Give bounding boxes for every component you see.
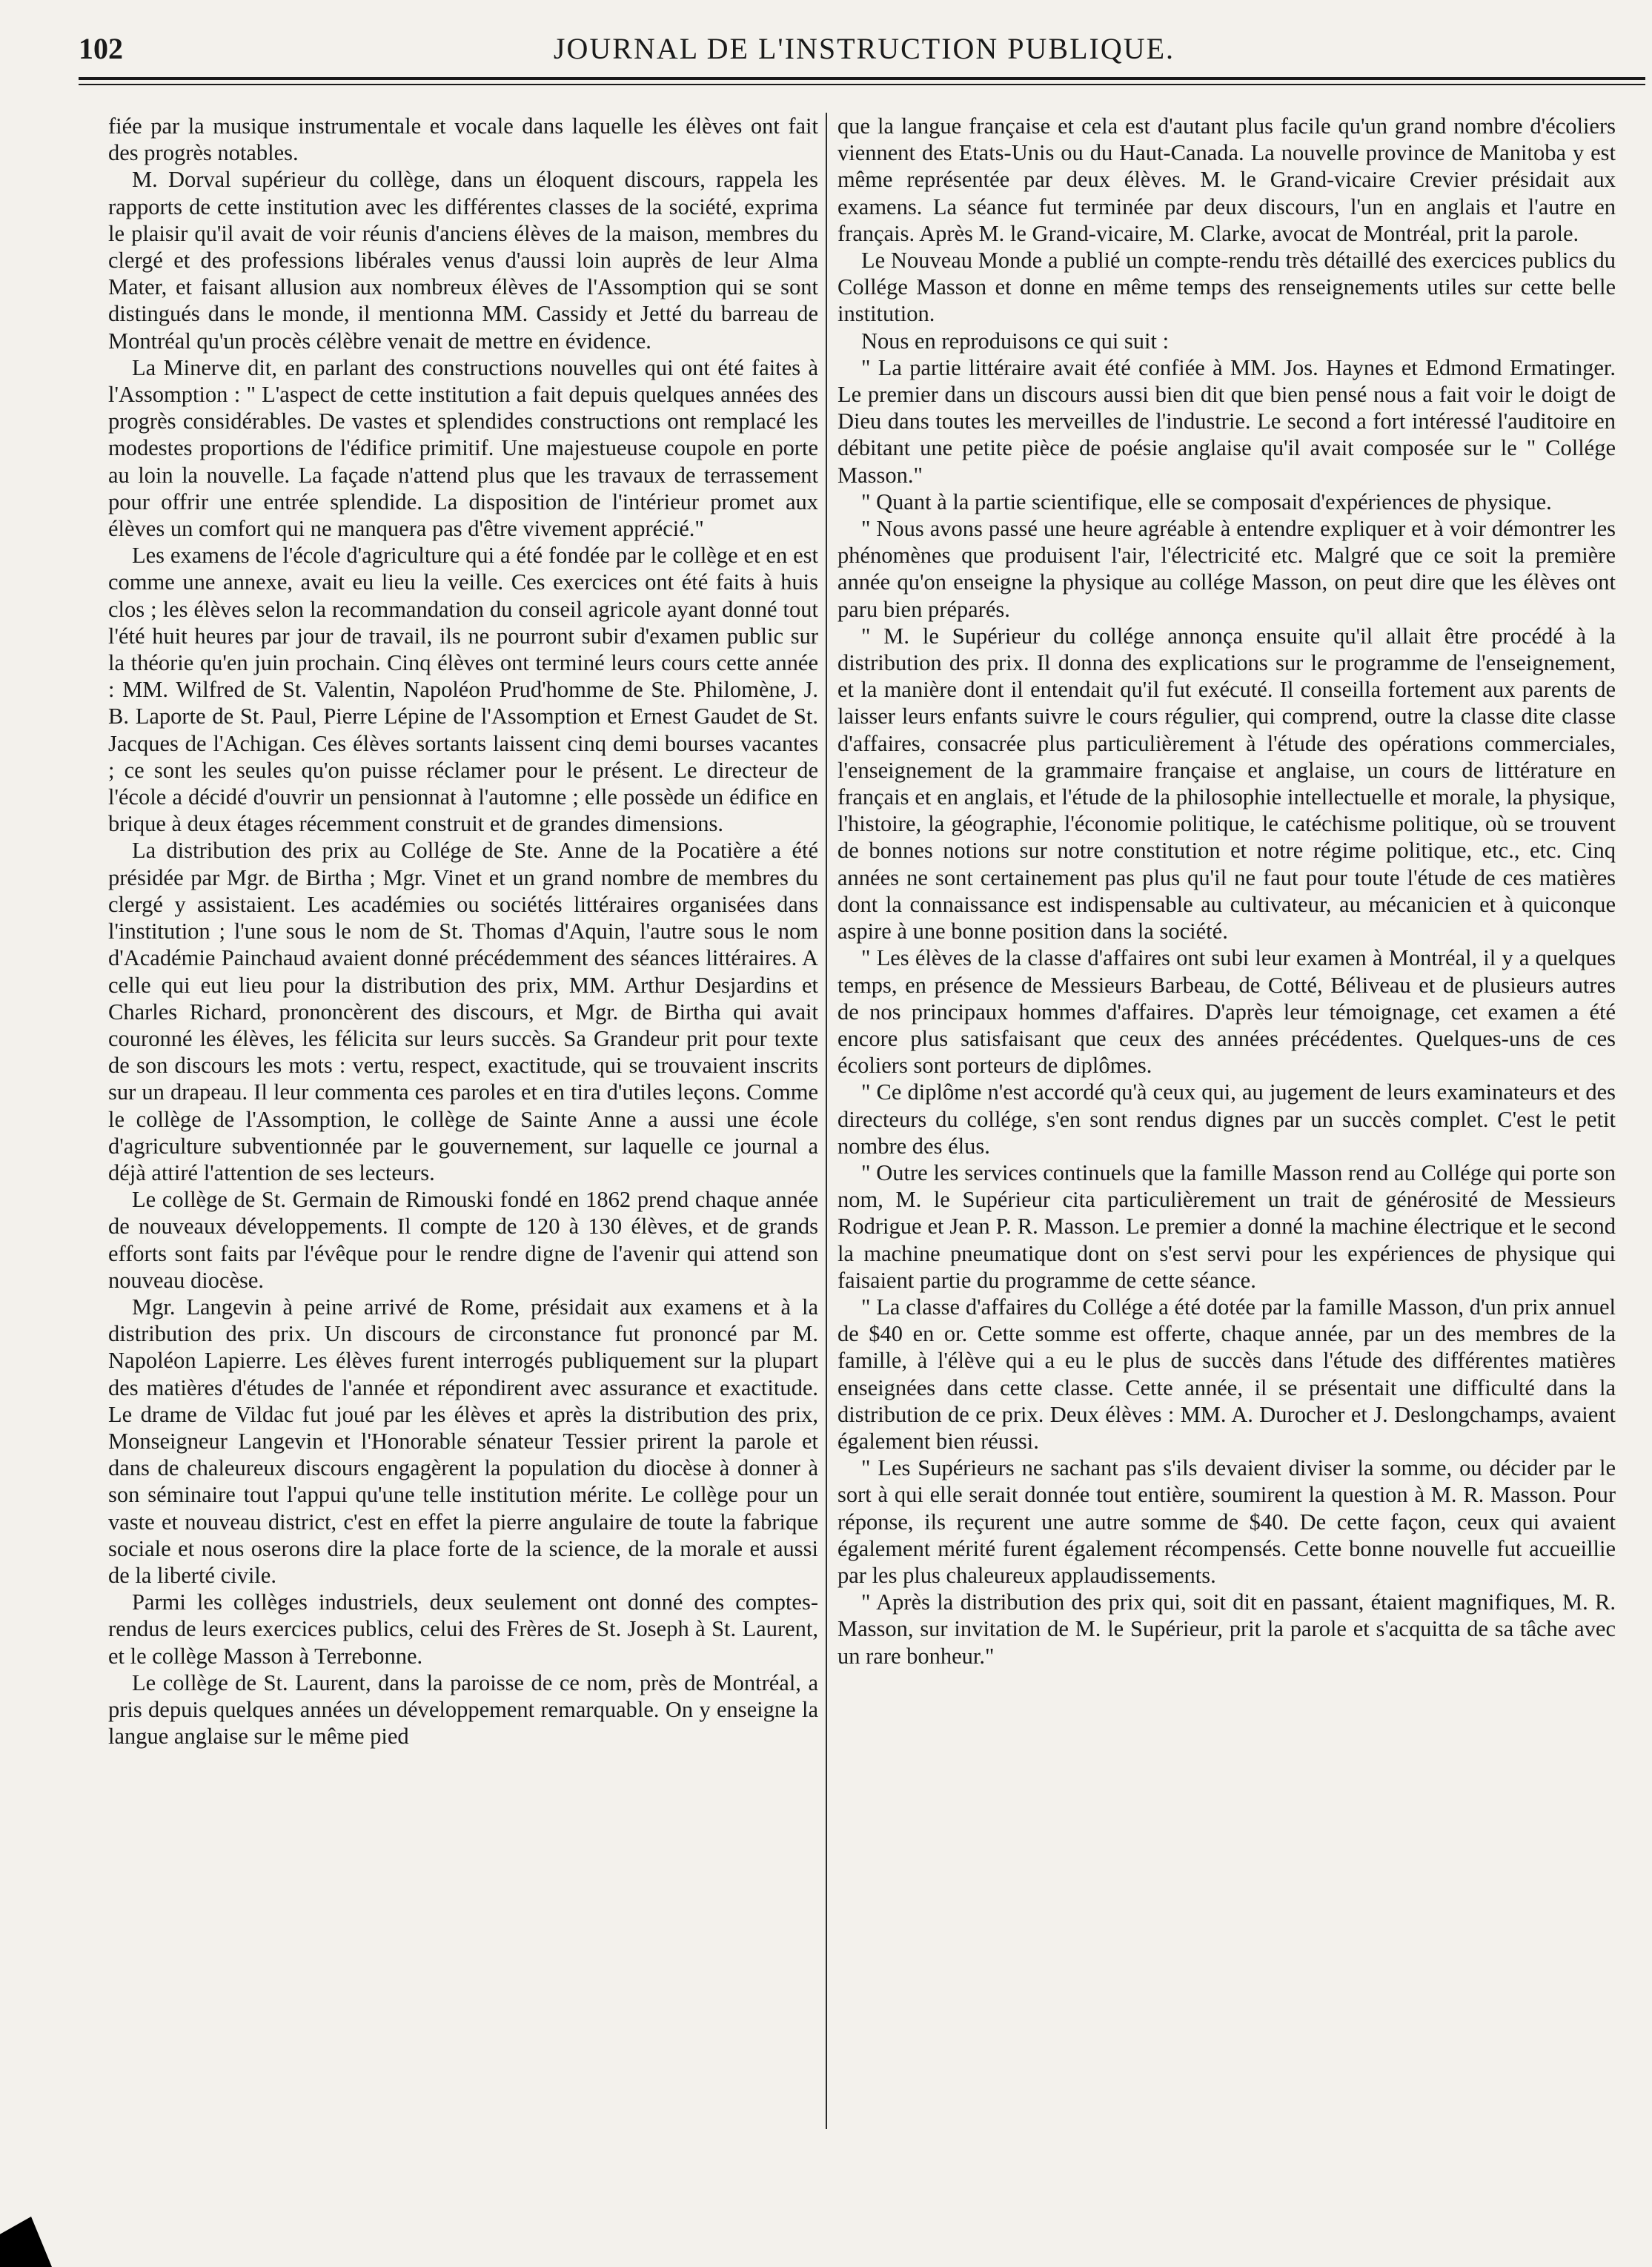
left-column bbox=[108, 113, 818, 2248]
paragraph: " Les Supérieurs ne sachant pas s'ils devaient diviser la somme, ou décider par le sort à qui elle serait donnée tout entière, soumirent la question à M. R. Masson. Pour réponse, ils reçurent une autre somme de $40. De cette façon, ceux qui avaient également mérité furent également récompensés. Cette bonne nouvelle fut accueillie par les plus chaleureux applaudissements. bbox=[837, 1455, 1616, 1588]
paragraph: que la langue française et cela est d'autant plus facile qu'un grand nombre d'écoliers viennent des Etats-Unis ou du Haut-Canada. La nouvelle province de Manitoba y est même représentée par deux élèves. M. le Grand-vicaire Crevier présidait aux examens. La séance fut terminée par deux discours, l'un en anglais et l'autre en français. Après M. le Grand-vicaire, M. Clarke, avocat de Montréal, prit la parole. bbox=[837, 113, 1616, 246]
paragraph: Nous en reproduisons ce qui suit : bbox=[861, 328, 1170, 354]
paragraph: Parmi les collèges industriels, deux seulement ont donné des comptes-rendus de leurs exercices publics, celui des Frères de St. Joseph à St. Laurent, et le collège Masson à Terrebonne. bbox=[108, 1589, 818, 1669]
paragraph: M. Dorval supérieur du collège, dans un éloquent discours, rappela les rapports de cette institution avec les différentes classes de la société, exprima le plaisir qu'il avait de voir réunis d'anciens élèves de la maison, membres du clergé et des professions libérales venus d'aussi loin auprès de leur Alma Mater, et faisant allusion aux nombreux élèves de l'Assomption qui se sont distingués dans le monde, il mentionna MM. Cassidy et Jetté du barreau de Montréal qu'un procès célèbre venait de mettre en évidence. bbox=[108, 167, 818, 354]
right-column bbox=[837, 113, 1616, 2248]
paragraph: Le collège de St. Laurent, dans la paroisse de ce nom, près de Montréal, a pris depuis quelques années un développement remarquable. On y enseigne la langue anglaise sur le même pied bbox=[108, 1669, 818, 1750]
scan-corner-mark bbox=[0, 2217, 52, 2267]
paragraph: La distribution des prix au Collége de Ste. Anne de la Pocatière a été présidée par Mgr. de Birtha ; Mgr. Vinet et un grand nombre de membres du clergé y assistaient. Les académies ou sociétés littéraires organisées dans l'institution ; l'une sous le nom de St. Thomas d'Aquin, l'autre sous le nom d'Académie Painchaud avaient donné précédemment des séances littéraires. A celle qui eut lieu pour la distribution des prix, MM. Arthur Desjardins et Charles Richard, prononcèrent des discours, et Mgr. de Birtha qui avait couronné les élèves, les félicita sur leurs succès. Sa Grandeur prit pour texte de son discours les mots : vertu, respect, exactitude, qui se trouvaient inscrits sur un drapeau. Il leur commenta ces paroles et en tira d'utiles leçons. Comme le collège de l'Assomption, le collège de Sainte Anne a aussi une école d'agriculture subventionnée par le gouvernement, sur laquelle ce journal a déjà attiré l'attention de ses lecteurs. bbox=[108, 838, 818, 1185]
paragraph: " Ce diplôme n'est accordé qu'à ceux qui, au jugement de leurs examinateurs et des directeurs du collége, s'en sont rendus dignes par un succès complet. C'est le petit nombre des élus. bbox=[837, 1079, 1616, 1159]
column-divider bbox=[826, 113, 827, 2129]
paragraph: " Après la distribution des prix qui, soit dit en passant, étaient magnifiques, M. R. Masson, sur invitation de M. le Supérieur, prit la parole et s'acquitta de sa tâche avec un rare bonheur." bbox=[837, 1589, 1616, 1669]
paragraph: fiée par la musique instrumentale et vocale dans laquelle les élèves ont fait des progrès notables. bbox=[108, 113, 818, 166]
paragraph: " La partie littéraire avait été confiée à MM. Jos. Haynes et Edmond Ermatinger. Le premier dans un discours aussi bien dit que bien pensé nous a fait voir le doigt de Dieu dans toutes les merveilles de l'industrie. Le second a fort intéressé l'auditoire en débitant une petite pièce de poésie anglaise qu'il avait composée sur le " Collége Masson." bbox=[837, 354, 1616, 488]
paragraph: " M. le Supérieur du collége annonça ensuite qu'il allait être procédé à la distribution des prix. Il donna des explications sur le programme de l'enseignement, et la manière dont il entendait qu'il fut exécuté. Il conseilla fortement aux parents de laisser leurs enfants suivre le cours régulier, qui comprend, outre la classe dite classe d'affaires, consacrée plus particulièrement à l'étude des opérations commerciales, l'enseignement de la grammaire française et anglaise, un cours de littérature en français et en anglais, et l'étude de la philosophie intellectuelle et morale, la physique, l'histoire, la géographie, l'économie politique, le catéchisme politique, où se trouvent de bonnes notions sur notre constitution et notre régime politique, etc., etc. Cinq années ne sont certainement pas plus qu'il ne faut pour toute l'étude de ces matières dont la connaissance est indispensable au cultivateur, au mécanicien et à quiconque aspire à une bonne position dans la société. bbox=[837, 623, 1616, 944]
paragraph: Le collège de St. Germain de Rimouski fondé en 1862 prend chaque année de nouveaux développements. Il compte de 120 à 130 élèves, et de grands efforts sont faits par l'évêque pour le rendre digne de l'avenir qui attend son nouveau diocèse. bbox=[108, 1187, 818, 1293]
paragraph: " Outre les services continuels que la famille Masson rend au Collége qui porte son nom, M. le Supérieur cita particulièrement un trait de générosité de Messieurs Rodrigue et Jean P. R. Masson. Le premier a donné la machine électrique et le second la machine pneumatique dont on s'est servi pour les expériences de physique qui faisaient partie du programme de cette séance. bbox=[837, 1159, 1616, 1293]
page-number: 102 bbox=[79, 32, 123, 65]
paragraph: Le Nouveau Monde a publié un compte-rendu très détaillé des exercices publics du Collége Masson et donne en même temps des renseignements utiles sur cette belle institution. bbox=[837, 248, 1616, 327]
journal-title: JOURNAL DE L'INSTRUCTION PUBLIQUE. bbox=[553, 32, 1175, 65]
paragraph: " Nous avons passé une heure agréable à entendre expliquer et à voir démontrer les phénomènes que produisent l'air, l'électricité etc. Malgré que ce soit la première année qu'on enseigne la physique au collége Masson, on peut dire que les élèves ont paru bien préparés. bbox=[837, 516, 1616, 622]
paragraph: La Minerve dit, en parlant des constructions nouvelles qui ont été faites à l'Assomption : " L'aspect de cette institution a fait depuis quelques années des progrès considérables. De vastes et splendides constructions ont remplacé les modestes proportions de l'édifice primitif. Une majestueuse coupole en porte au loin la nouvelle. La façade n'attend plus que les travaux de terrassement pour offrir une entrée splendide. La disposition de l'intérieur promet aux élèves un comfort qui ne manquera pas d'être vivement apprécié." bbox=[108, 354, 818, 542]
paragraph: " La classe d'affaires du Collége a été dotée par la famille Masson, d'un prix annuel de $40 en or. Cette somme est offerte, chaque année, par un des membres de la famille, à l'élève qui a eu le plus de succès dans l'étude des différentes matières enseignées dans cette classe. Cette année, il se présentait une difficulté dans la distribution de ce prix. Deux élèves : MM. A. Durocher et J. Deslongchamps, avaient également bien réussi. bbox=[837, 1294, 1616, 1454]
paragraph: " Les élèves de la classe d'affaires ont subi leur examen à Montréal, il y a quelques temps, en présence de Messieurs Barbeau, de Cotté, Béliveau et de plusieurs autres de nos principaux hommes d'affaires. D'après leur témoignage, cet examen a été encore plus satisfaisant que ceux des années précédentes. Quelques-uns de ces écoliers sont porteurs de diplômes. bbox=[837, 945, 1616, 1079]
header-rule-thick bbox=[79, 77, 1645, 80]
paragraph: Les examens de l'école d'agriculture qui a été fondée par le collège et en est comme une annexe, avait eu lieu la veille. Ces exercices ont été faits à huis clos ; les élèves selon la recommandation du conseil agricole ayant donné tout l'été huit heures par jour de travail, ils ne pourront subir d'examen public sur la théorie qu'en juin prochain. Cinq élèves ont terminé leurs cours cette année : MM. Wilfred de St. Valentin, Napoléon Prud'homme de Ste. Philomène, J. B. Laporte de St. Paul, Pierre Lépine de l'Assomption et Ernest Gaudet de St. Jacques de l'Achigan. Ces élèves sortants laissent cinq demi bourses vacantes ; ce sont les seules qu'on puisse réclamer pour le présent. Le directeur de l'école a décidé d'ouvrir un pensionnat à l'automne ; elle possède un édifice en brique à deux étages récemment construit et de grandes dimensions. bbox=[108, 543, 818, 837]
paragraph: " Quant à la partie scientifique, elle se composait d'expériences de physique. bbox=[861, 489, 1552, 514]
paragraph: Mgr. Langevin à peine arrivé de Rome, présidait aux examens et à la distribution des prix. Un discours de circonstance fut prononcé par M. Napoléon Lapierre. Les élèves furent interrogés publiquement sur la plupart des matières d'études de l'année et répondirent avec assurance et exactitude. Le drame de Vildac fut joué par les élèves et après la distribution des prix, Monseigneur Langevin et l'Honorable sénateur Tessier prirent la parole et dans de chaleureux discours engagèrent la population du diocèse à donner à son séminaire tout l'appui qu'une telle institution mérite. Le collège pour un vaste et nouveau district, c'est en effet la pierre angulaire de toute la fabrique sociale et nous oserons dire la place forte de la science, de la morale et aussi de la liberté civile. bbox=[108, 1294, 818, 1588]
header-rule-thin bbox=[79, 84, 1645, 85]
